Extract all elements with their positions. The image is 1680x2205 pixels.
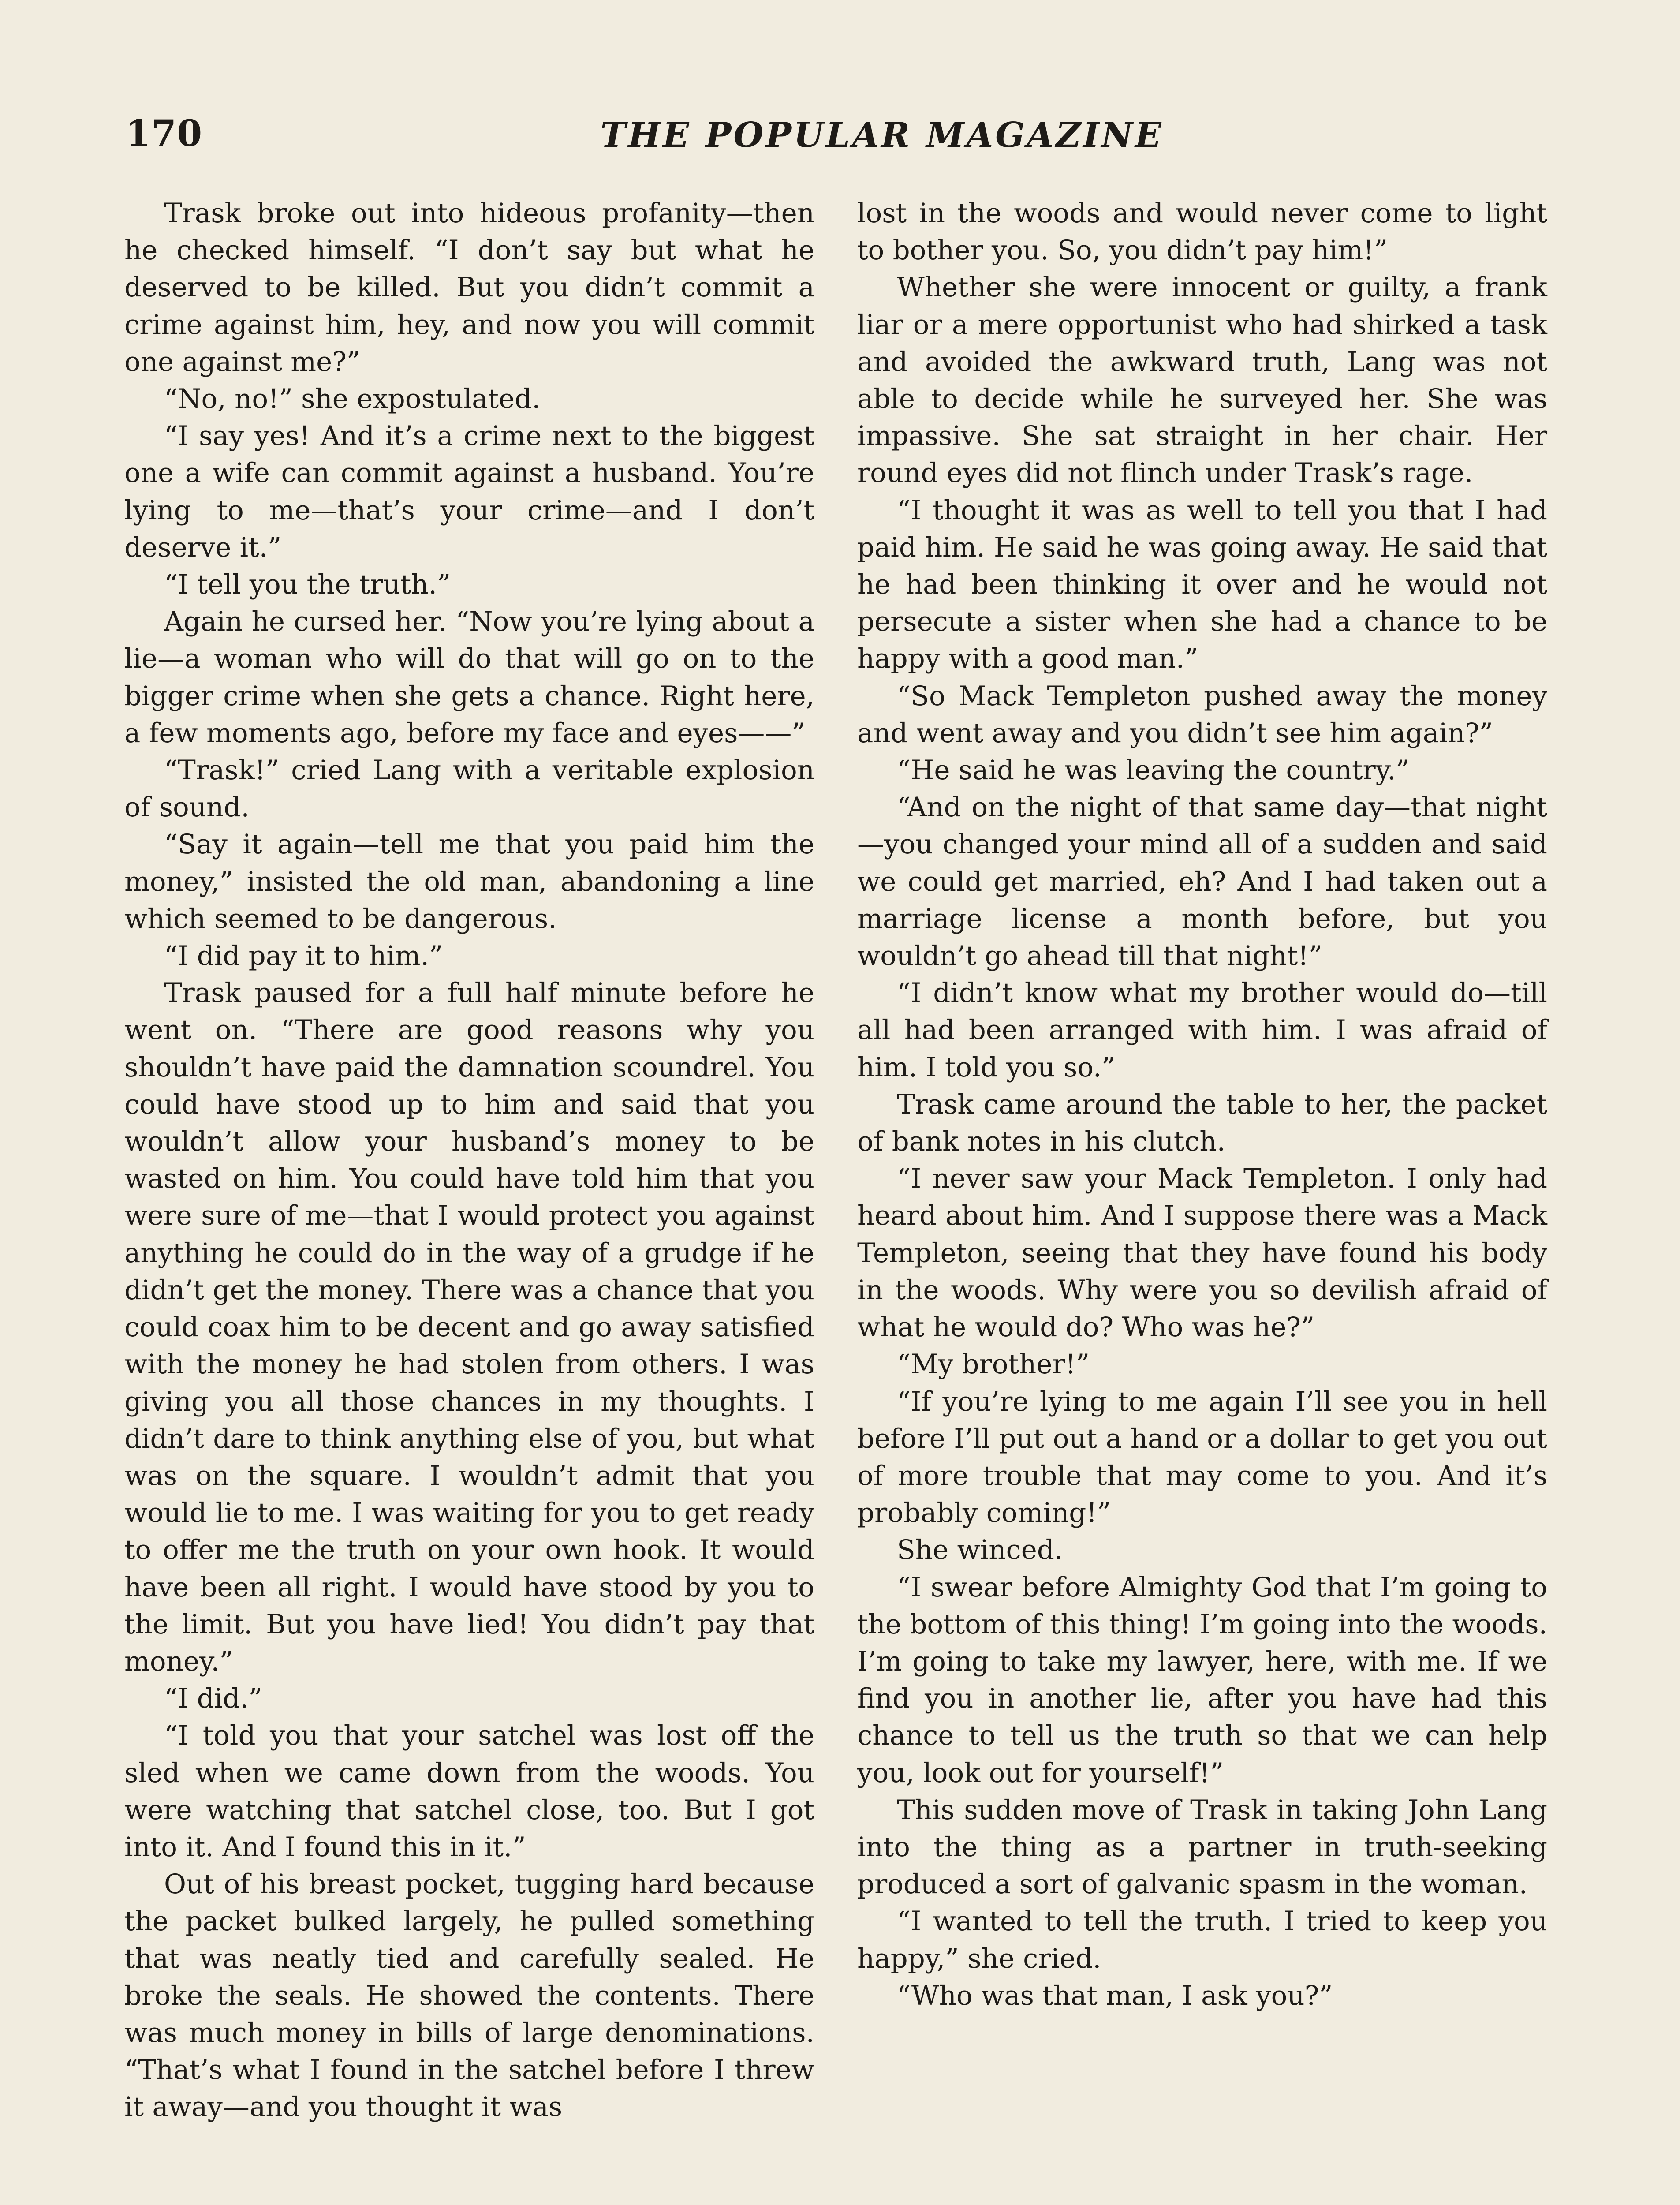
paragraph: Whether she were innocent or guilty, a frank liar or a mere opportunist who had shirked a task and avoided the awkward truth, Lang was not able to decide while he surveyed her. She was impassive. She sat straight in her chair. Her round eyes did not flinch under Trask’s rage. — [857, 272, 1547, 489]
paragraph: Trask broke out into hideous profanity—then he checked himself. “I don’t say but what he deserved to be killed. But you didn’t commit a crime against him, hey, and now you will commit one against me?” — [124, 198, 814, 377]
paragraph: “He said he was leaving the country.” — [897, 755, 1410, 786]
paragraph: “I swear before Almighty God that I’m going to the bottom of this thing! I’m going into the woods. I’m going to take my lawyer, here, with me. If we find you in another lie, after you have had this chance to tell us the truth so that we can help you, look out for yourself!” — [857, 1571, 1547, 1789]
paragraph: “If you’re lying to me again I’ll see you in hell before I’ll put out a hand or a dollar to get you out of more trouble that may come to you. And it’s probably coming!” — [857, 1386, 1547, 1529]
left-column — [124, 195, 814, 2126]
page-number: 170 — [126, 112, 203, 155]
paragraph: “Who was that man, I ask you?” — [897, 1980, 1333, 2011]
paragraph: “Say it again—tell me that you paid him the money,” insisted the old man, abandoning a line which seemed to be dangerous. — [124, 829, 814, 934]
paragraph: “I didn’t know what my brother would do—till all had been arranged with him. I was afraid of him. I told you so.” — [857, 977, 1547, 1083]
paragraph: “I did pay it to him.” — [164, 940, 443, 972]
right-column — [857, 195, 1547, 2014]
paragraph: She winced. — [897, 1534, 1063, 1566]
paragraph: “I did.” — [164, 1683, 262, 1715]
paragraph: “So Mack Templeton pushed away the money and went away and you didn’t see him again?” — [857, 680, 1547, 749]
paragraph: Trask came around the table to her, the packet of bank notes in his clutch. — [857, 1088, 1547, 1158]
paragraph: This sudden move of Trask in taking John Lang into the thing as a partner in truth-seeking produced a sort of galvanic spasm in the woman. — [857, 1794, 1547, 1900]
paragraph: “Trask!” cried Lang with a veritable explosion of sound. — [124, 755, 814, 823]
running-head: THE POPULAR MAGAZINE — [600, 115, 1164, 155]
paragraph: “And on the night of that same day—that night—you changed your mind all of a sudden and said we could get married, eh? And I had taken out a marriage license a month before, but you wouldn’t go ahead till that night!” — [857, 792, 1547, 972]
paragraph: Out of his breast pocket, tugging hard because the packet bulked largely, he pulled something that was neatly tied and carefully sealed. He broke the seals. He showed the contents. There was much money in bills of large denominations. “That’s what I found in the satchel before I threw it away—and you thought it was — [124, 1869, 814, 2123]
paragraph: “I told you that your satchel was lost off the sled when we came down from the woods. You were watching that satchel close, too. But I got into it. And I found this in it.” — [124, 1720, 814, 1863]
paragraph: “My brother!” — [897, 1349, 1090, 1380]
paragraph: lost in the woods and would never come to light to bother you. So, you didn’t pay him!” — [857, 198, 1547, 266]
paragraph: “I wanted to tell the truth. I tried to keep you happy,” she cried. — [857, 1906, 1547, 1974]
paragraph: Trask paused for a full half minute before he went on. “There are good reasons why you shouldn’t have paid the damnation scoundrel. You could have stood up to him and said that you wouldn’t allow your husband’s money to be wasted on him. You could have told him that you were sure of me—that I would protect you against anything he could do in the way of a grudge if he didn’t get the money. There was a chance that you could coax him to be decent and go away satisfied with the money he had stolen from others. I was giving you all those chances in my thoughts. I didn’t dare to think anything else of you, but what was on the square. I wouldn’t admit that you would lie to me. I was waiting for you to get ready to offer me the truth on your own hook. It would have been all right. I would have stood by you to the limit. But you have lied! You didn’t pay that money.” — [124, 977, 814, 1677]
paragraph: “I thought it was as well to tell you that I had paid him. He said he was going away. He said that he had been thinking it over and he would not persecute a sister when she had a chance to be happy with a good man.” — [857, 494, 1547, 675]
paragraph: “I never saw your Mack Templeton. I only had heard about him. And I suppose there was a Mack Templeton, seeing that they have found his body in the woods. Why were you so devilish afraid of what he would do? Who was he?” — [857, 1163, 1547, 1343]
paragraph: “No, no!” she expostulated. — [164, 383, 541, 415]
paragraph: “I say yes! And it’s a crime next to the biggest one a wife can commit against a husband. You’re lying to me—that’s your crime—and I don’t deserve it.” — [124, 420, 814, 563]
paragraph: Again he cursed her. “Now you’re lying about a lie—a woman who will do that will go on to the bigger crime when she gets a chance. Right here, a few moments ago, before my face and eyes——” — [124, 606, 814, 749]
paragraph: “I tell you the truth.” — [164, 569, 451, 601]
